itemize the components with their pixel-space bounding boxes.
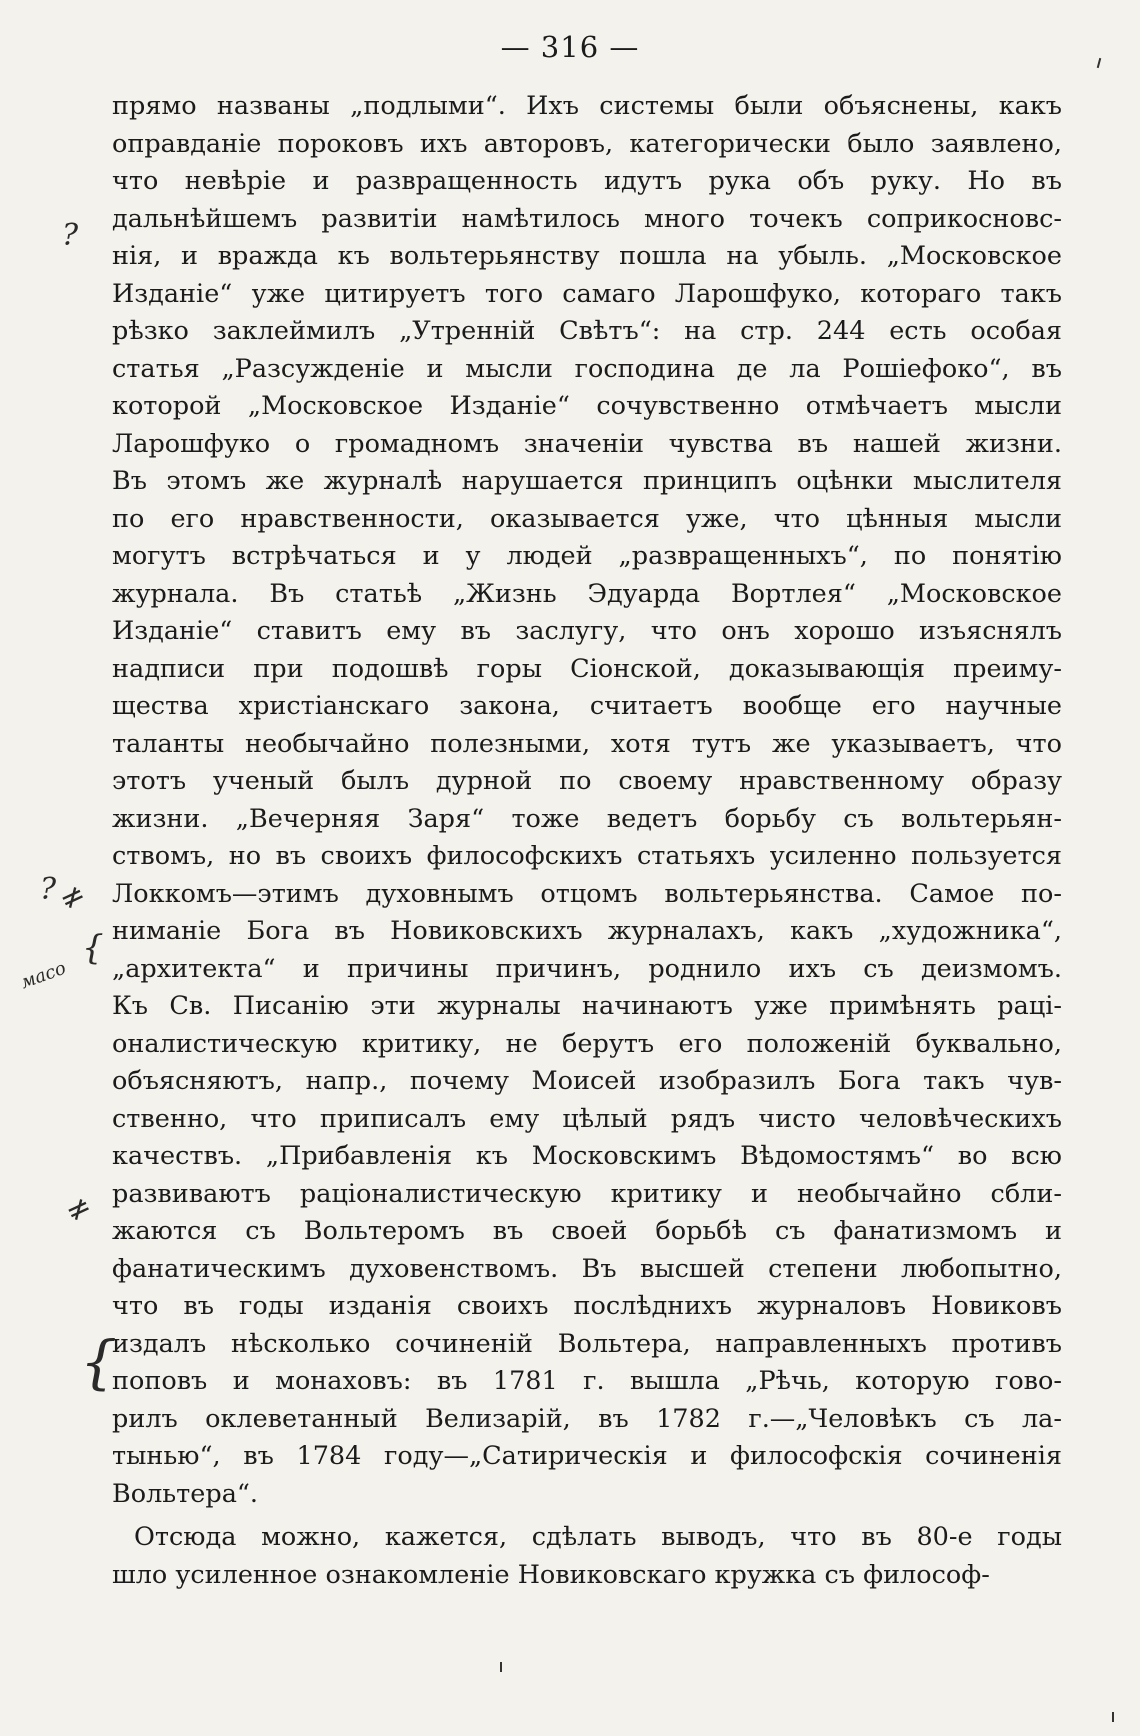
text-line: Вольтера“. — [112, 1478, 259, 1509]
text-line: издалъ нѣсколько сочиненій Вольтера, направленныхъ противъ — [112, 1328, 1062, 1359]
text-line: рѣзко заклеймилъ „Утренній Свѣтъ“: на стр. 244 есть особая — [112, 316, 1062, 346]
text-line: Изданіе“ уже цитируетъ того самаго Ларошфуко, котораго такъ — [112, 278, 1062, 309]
text-line: тынью“, въ 1784 году—„Сатирическія и философскія сочиненія — [112, 1441, 1062, 1471]
text-line: жизни. „Вечерняя Заря“ тоже ведетъ борьбу съ вольтерьян- — [112, 803, 1062, 834]
text-line: надписи при подошвѣ горы Сіонской, доказывающія преиму- — [112, 653, 1062, 684]
page-number: — 316 — — [500, 30, 640, 64]
text-line: этотъ ученый былъ дурной по своему нравственному образу — [112, 766, 1062, 796]
margin-question-mark: ? — [40, 872, 57, 907]
margin-handwritten-note: масо — [17, 957, 69, 994]
text-line: жаются съ Вольтеромъ въ своей борьбѣ съ фанатизмомъ и — [112, 1216, 1062, 1246]
text-line: дальнѣйшемъ развитіи намѣтилось много точекъ соприкосновс- — [112, 203, 1062, 234]
text-line: ственно, что приписалъ ему цѣлый рядъ чисто человѣческихъ — [112, 1103, 1062, 1134]
text-line: что невѣріе и развращенность идутъ рука объ руку. Но въ — [112, 166, 1062, 196]
text-line: качествъ. „Прибавленія къ Московскимъ Вѣдомостямъ“ во всю — [112, 1141, 1062, 1171]
text-line: журнала. Въ статьѣ „Жизнь Эдуарда Вортлея“ „Московское — [112, 578, 1062, 609]
text-line: ствомъ, но въ своихъ философскихъ статьяхъ усиленно пользуется — [112, 841, 1062, 871]
text-line: могутъ встрѣчаться и у людей „развращенныхъ“, по понятію — [112, 541, 1062, 571]
margin-question-mark: ? — [62, 218, 79, 253]
body-text — [112, 88, 1062, 1594]
text-line: поповъ и монаховъ: въ 1781 г. вышла „Рѣчь, которую гово- — [112, 1366, 1062, 1396]
text-line: объясняютъ, напр., почему Моисей изобразилъ Бога такъ чув- — [112, 1066, 1062, 1096]
text-line: развиваютъ раціоналистическую критику и необычайно сбли- — [112, 1178, 1062, 1209]
margin-not-equal-mark: ≠ — [53, 876, 92, 919]
text-line: по его нравственности, оказывается уже, что цѣнныя мысли — [112, 503, 1062, 534]
text-line: нія, и вражда къ вольтерьянству пошла на убыль. „Московское — [112, 241, 1062, 271]
text-line: ниманіе Бога въ Новиковскихъ журналахъ, какъ „художника“, — [112, 916, 1062, 946]
text-line: прямо названы „подлыми“. Ихъ системы были объяснены, какъ — [112, 91, 1062, 121]
text-line: Локкомъ—этимъ духовнымъ отцомъ вольтерьянства. Самое по- — [112, 878, 1062, 909]
scan-speck — [1112, 1712, 1114, 1722]
scan-speck — [500, 1662, 502, 1672]
text-line: таланты необычайно полезными, хотя тутъ же указываетъ, что — [112, 728, 1062, 759]
paragraph — [112, 1519, 1062, 1594]
text-line: Въ этомъ же журналѣ нарушается принципъ оцѣнки мыслителя — [112, 466, 1062, 496]
text-line: Ларошфуко о громадномъ значеніи чувства въ нашей жизни. — [112, 428, 1062, 459]
text-line: фанатическимъ духовенствомъ. Въ высшей степени любопытно, — [112, 1253, 1062, 1284]
text-line: статья „Разсужденіе и мысли господина де ла Рошіефоко“, въ — [112, 353, 1062, 384]
text-line: оправданіе пороковъ ихъ авторовъ, категорически было заявлено, — [112, 128, 1062, 159]
margin-brace-mark: { — [80, 1328, 117, 1396]
text-line: оналистическую критику, не берутъ его положеній буквально, — [112, 1028, 1062, 1059]
text-line: Изданіе“ ставитъ ему въ заслугу, что онъ хорошо изъяснялъ — [112, 616, 1062, 646]
text-line: что въ годы изданія своихъ послѣднихъ журналовъ Новиковъ — [112, 1291, 1062, 1321]
margin-not-equal-mark: ≠ — [59, 1188, 98, 1231]
text-line: „архитекта“ и причины причинъ, роднило ихъ съ деизмомъ. — [112, 953, 1062, 984]
text-line: рилъ оклеветанный Велизарій, въ 1782 г.—„Человѣкъ съ ла- — [112, 1403, 1062, 1434]
text-line: щества христіанскаго закона, считаетъ вообще его научные — [112, 691, 1062, 721]
text-line: Къ Св. Писанію эти журналы начинаютъ уже примѣнять раці- — [112, 991, 1062, 1021]
paragraph — [112, 88, 1062, 1513]
text-line: Отсюда можно, кажется, сдѣлать выводъ, что въ 80-е годы — [134, 1522, 1062, 1552]
text-line: шло усиленное ознакомленіе Новиковскаго кружка съ философ- — [112, 1559, 990, 1590]
text-line: которой „Московское Изданіе“ сочувственно отмѣчаетъ мысли — [112, 391, 1062, 421]
margin-brace-mark: { — [82, 928, 104, 968]
